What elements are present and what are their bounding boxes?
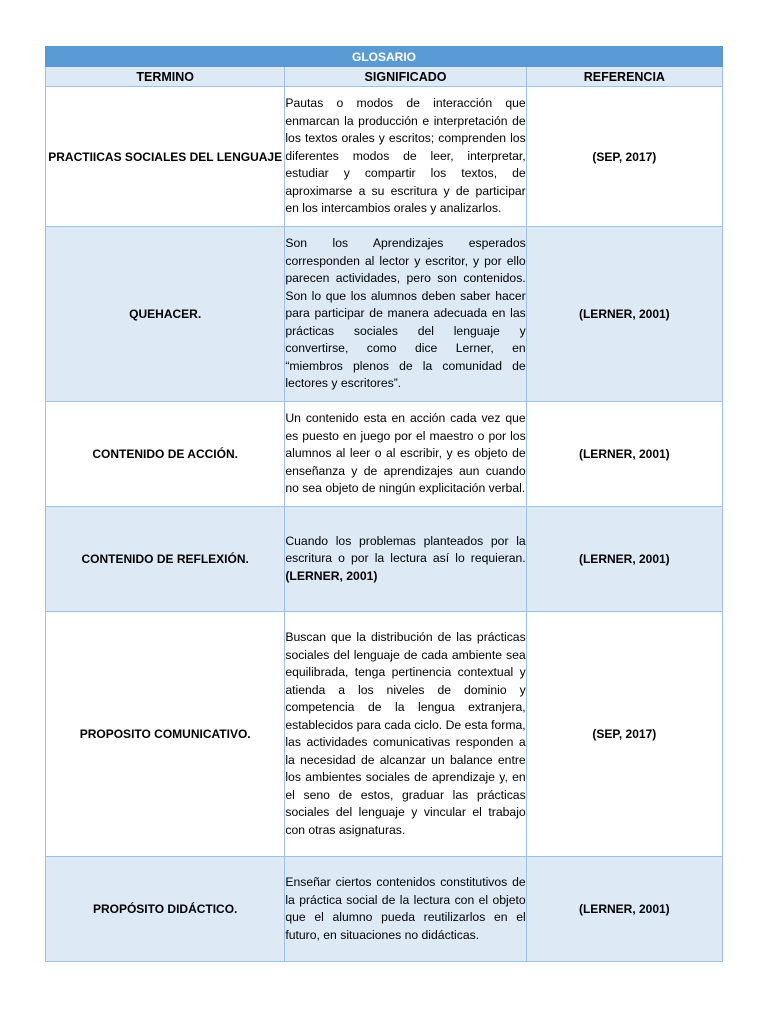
header-referencia: REFERENCIA [526, 67, 722, 87]
header-row [46, 67, 723, 87]
meaning-cell: Pautas o modos de interacción que enmarcan la producción e interpretación de los textos orales y escritos; comprenden los diferentes modos de leer, interpretar, estudiar y compartir los textos, de aproximarse a su escritura y de participar en los intercambios orales y analizarlos. [285, 87, 526, 227]
table-row [46, 227, 723, 402]
term-cell: CONTENIDO DE ACCIÓN. [46, 402, 285, 507]
reference-cell: (LERNER, 2001) [526, 507, 722, 612]
table-row [46, 857, 723, 962]
title-row [46, 47, 723, 67]
reference-cell: (SEP, 2017) [526, 612, 722, 857]
meaning-cell: Son los Aprendizajes esperados corresponden al lector y escritor, y por ello parecen actividades, pero son contenidos. Son lo que los alumnos deben saber hacer para participar de manera adecuada en las prácticas sociales del lenguaje y convertirse, como dice Lerner, en “miembros plenos de la comunidad de lectores y escritores”. [285, 227, 526, 402]
term-cell: PROPOSITO COMUNICATIVO. [46, 612, 285, 857]
reference-cell: (LERNER, 2001) [526, 857, 722, 962]
glossary-table [45, 46, 723, 962]
meaning-cell [285, 507, 526, 612]
meaning-cell: Buscan que la distribución de las prácticas sociales del lenguaje de cada ambiente sea equilibrada, tenga pertinencia contextual y atienda a los niveles de dominio y competencia de la lengua extranjera, establecidos para cada ciclo. De esta forma, las actividades comunicativas responden a la necesidad de alcanzar un balance entre los ambientes sociales de aprendizaje y, en el seno de estos, graduar las prácticas sociales del lenguaje y vincular el trabajo con otras asignaturas. [285, 612, 526, 857]
term-cell: QUEHACER. [46, 227, 285, 402]
term-cell: PROPÓSITO DIDÁCTICO. [46, 857, 285, 962]
term-cell: PRACTIICAS SOCIALES DEL LENGUAJE [46, 87, 285, 227]
table-row [46, 402, 723, 507]
header-significado: SIGNIFICADO [285, 67, 526, 87]
meaning-inline-reference: (LERNER, 2001) [285, 568, 378, 583]
table-row [46, 612, 723, 857]
table-row [46, 87, 723, 227]
table-row [46, 507, 723, 612]
table-title: GLOSARIO [46, 47, 723, 67]
meaning-cell: Enseñar ciertos contenidos constitutivos de la práctica social de la lectura con el objeto que el alumno pueda reutilizarlos en el futuro, en situaciones no didácticas. [285, 857, 526, 962]
reference-cell: (LERNER, 2001) [526, 227, 722, 402]
term-cell: CONTENIDO DE REFLEXIÓN. [46, 507, 285, 612]
reference-cell: (LERNER, 2001) [526, 402, 722, 507]
meaning-text: Cuando los problemas planteados por la escritura o por la lectura así lo requieran. [285, 533, 526, 566]
reference-cell: (SEP, 2017) [526, 87, 722, 227]
header-termino: TERMINO [46, 67, 285, 87]
meaning-cell: Un contenido esta en acción cada vez que es puesto en juego por el maestro o por los alumnos al leer o al escribir, y es objeto de enseñanza y de aprendizajes aun cuando no sea objeto de ningún explicitación verbal. [285, 402, 526, 507]
